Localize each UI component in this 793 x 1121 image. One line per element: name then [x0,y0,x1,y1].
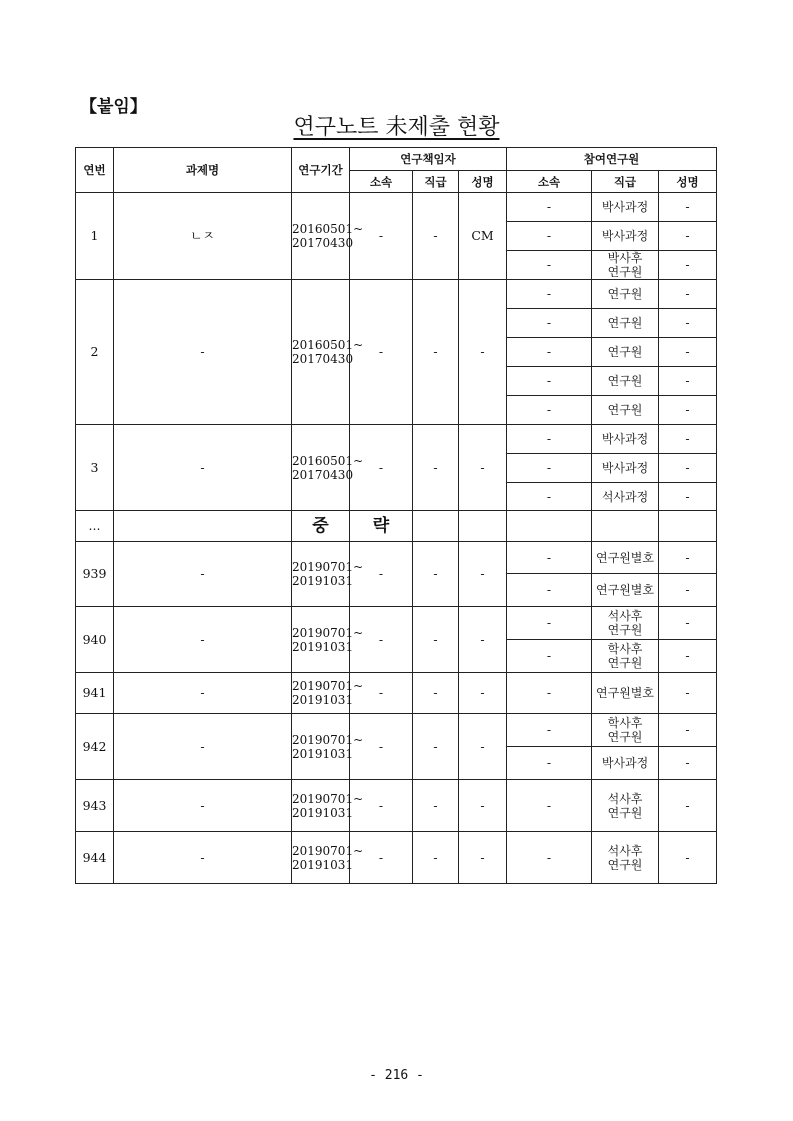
table-row [76,193,717,222]
project-name: - [114,542,292,607]
research-period [292,714,364,780]
research-period [292,607,364,673]
report-table [75,147,717,884]
participant-rank [592,832,659,884]
participant-name: - [659,832,717,884]
participant-rank-line: 연구원 [607,805,643,820]
participant-rank-line: 연구원별호 [596,550,654,565]
participant-affiliation: - [507,280,592,309]
attachment-label: 【붙임】 [80,97,147,117]
pi-rank: - [413,780,459,832]
participant-rank-line: 박사과정 [601,229,649,243]
table-row [76,832,717,884]
participant-rank-line: 박사후 [607,251,643,265]
participant-rank [592,396,659,425]
participant-rank-line: 연구원 [607,287,643,301]
participant-rank [592,542,659,574]
participant-rank-line: 석사후 [607,609,643,623]
project-name: - [114,673,292,714]
pi-name: - [459,832,507,884]
row-number: 942 [76,714,114,780]
period-end: 20191031 [292,857,354,872]
participant-name: - [659,607,717,640]
header-participant-rank: 직급 [592,171,659,193]
participant-rank [592,251,659,280]
participant-rank-line: 연구원 [607,730,643,744]
period-start: 20160501~ [292,222,364,236]
participant-affiliation: - [507,673,592,714]
participant-affiliation: - [507,396,592,425]
period-end: 20191031 [292,639,354,654]
pi-rank: - [413,193,459,280]
row-number: 940 [76,607,114,673]
row-number: 1 [76,193,114,280]
participant-rank-line: 박사과정 [601,461,649,475]
table-row [76,607,717,640]
participant-name: - [659,574,717,607]
participant-rank-line: 연구원 [607,345,643,359]
period-end: 20191031 [292,693,354,707]
table-row [76,280,717,309]
participant-affiliation: - [507,193,592,222]
header-period: 연구기간 [292,148,350,193]
table-body-before [76,193,717,511]
project-name: - [114,425,292,511]
period-end: 20191031 [292,746,354,761]
table-body-after [76,542,717,884]
project-name: - [114,280,292,425]
document-title [0,110,793,141]
participant-rank [592,780,659,832]
omission-body [76,511,717,542]
page-number: - 216 - [369,1068,424,1083]
participant-rank-line: 학사후 [607,716,643,730]
table-row [76,542,717,574]
pi-name: CM [459,193,507,280]
pi-affiliation: - [350,542,413,607]
participant-rank [592,309,659,338]
header-pi-affiliation: 소속 [350,171,413,193]
participant-rank-line: 연구원별호 [596,583,654,597]
participant-affiliation: - [507,454,592,483]
participant-rank-line: 연구원 [607,316,643,330]
participant-rank-line: 석사후 [607,843,643,858]
participant-affiliation: - [507,747,592,780]
project-name: - [114,780,292,832]
participant-rank-line: 연구원 [607,857,643,872]
pi-rank: - [413,607,459,673]
pi-affiliation: - [350,673,413,714]
project-name: ㄴㅈ [114,193,292,280]
omission-empty [413,511,459,542]
header-participant-affiliation: 소속 [507,171,592,193]
pi-affiliation: - [350,714,413,780]
omission-word-1: 중 [292,511,350,542]
participant-rank-line: 학사후 [607,642,643,656]
pi-affiliation: - [350,832,413,884]
omission-empty [114,511,292,542]
period-start: 20160501~ [292,453,364,468]
table-row [76,780,717,832]
pi-rank: - [413,832,459,884]
omission-empty [659,511,717,542]
omission-row [76,511,717,542]
header-pi-group: 연구책임자 [350,148,507,171]
pi-name: - [459,425,507,511]
participant-affiliation: - [507,542,592,574]
table-row [76,714,717,747]
participant-rank-line: 박사과정 [601,756,649,770]
participant-rank-line: 박사과정 [601,200,649,214]
pi-name: - [459,780,507,832]
participant-rank-line: 석사후 [607,791,643,806]
participant-rank [592,574,659,607]
participant-name: - [659,338,717,367]
participant-rank [592,483,659,511]
period-end: 20170430 [292,467,354,482]
omission-empty [459,511,507,542]
pi-name: - [459,607,507,673]
participant-rank-line: 연구원 [607,265,643,279]
pi-affiliation: - [350,425,413,511]
participant-rank-line: 석사과정 [601,489,649,504]
participant-rank-line: 연구원 [607,374,643,388]
participant-affiliation: - [507,483,592,511]
research-period [292,280,364,425]
period-start: 20190701~ [292,843,364,858]
research-period [292,780,364,832]
participant-name: - [659,483,717,511]
pi-name: - [459,280,507,425]
participant-affiliation: - [507,607,592,640]
header-project: 과제명 [114,148,292,193]
participant-rank [592,714,659,747]
row-number: 2 [76,280,114,425]
header-participant-group: 참여연구원 [507,148,717,171]
participant-name: - [659,780,717,832]
period-end: 20191031 [292,574,354,588]
participant-rank [592,607,659,640]
participant-name: - [659,747,717,780]
period-start: 20190701~ [292,679,364,693]
participant-affiliation: - [507,425,592,454]
participant-name: - [659,396,717,425]
period-end: 20170430 [292,352,354,366]
header-pi-rank: 직급 [413,171,459,193]
project-name: - [114,607,292,673]
participant-affiliation: - [507,338,592,367]
period-start: 20190701~ [292,791,364,806]
participant-rank [592,425,659,454]
participant-rank [592,367,659,396]
pi-name: - [459,542,507,607]
participant-name: - [659,454,717,483]
project-name: - [114,832,292,884]
header-participant-name: 성명 [659,171,717,193]
title-text: 연구노트 未제출 현황 [293,115,500,140]
participant-name: - [659,309,717,338]
participant-rank [592,673,659,714]
period-start: 20160501~ [292,338,364,352]
participant-rank [592,747,659,780]
pi-affiliation: - [350,780,413,832]
omission-word-2: 략 [350,511,413,542]
participant-affiliation: - [507,574,592,607]
period-end: 20191031 [292,805,354,820]
participant-affiliation: - [507,222,592,251]
participant-rank [592,193,659,222]
participant-rank [592,280,659,309]
omission-empty [507,511,592,542]
period-end: 20170430 [292,236,354,250]
research-period [292,542,364,607]
participant-rank-line: 연구원 [607,656,643,670]
pi-rank: - [413,673,459,714]
research-period [292,425,364,511]
participant-name: - [659,193,717,222]
row-number: 943 [76,780,114,832]
participant-affiliation: - [507,640,592,673]
participant-name: - [659,425,717,454]
pi-rank: - [413,714,459,780]
pi-affiliation: - [350,280,413,425]
pi-name: - [459,673,507,714]
table-row [76,425,717,454]
omission-ellipsis: ... [76,511,114,542]
participant-affiliation: - [507,367,592,396]
participant-rank [592,338,659,367]
project-name: - [114,714,292,780]
participant-rank [592,454,659,483]
pi-rank: - [413,280,459,425]
row-number: 941 [76,673,114,714]
participant-affiliation: - [507,780,592,832]
participant-rank [592,222,659,251]
participant-rank [592,640,659,673]
research-period [292,673,364,714]
period-start: 20190701~ [292,560,364,574]
participant-affiliation: - [507,714,592,747]
participant-affiliation: - [507,309,592,338]
header-pi-name: 성명 [459,171,507,193]
participant-affiliation: - [507,251,592,280]
header-no: 연번 [76,148,114,193]
participant-name: - [659,367,717,396]
participant-rank-line: 연구원별호 [596,686,654,700]
period-start: 20190701~ [292,625,364,640]
participant-name: - [659,673,717,714]
row-number: 944 [76,832,114,884]
participant-name: - [659,222,717,251]
pi-rank: - [413,542,459,607]
row-number: 3 [76,425,114,511]
participant-rank-line: 연구원 [607,403,643,417]
participant-name: - [659,640,717,673]
participant-name: - [659,280,717,309]
period-start: 20190701~ [292,732,364,747]
participant-rank-line: 연구원 [607,623,643,637]
research-period [292,832,364,884]
participant-name: - [659,542,717,574]
participant-name: - [659,251,717,280]
pi-affiliation: - [350,193,413,280]
table-row [76,673,717,714]
participant-name: - [659,714,717,747]
participant-affiliation: - [507,832,592,884]
row-number: 939 [76,542,114,607]
omission-empty [592,511,659,542]
pi-affiliation: - [350,607,413,673]
pi-rank: - [413,425,459,511]
participant-rank-line: 박사과정 [601,432,649,446]
research-period [292,193,364,280]
pi-name: - [459,714,507,780]
